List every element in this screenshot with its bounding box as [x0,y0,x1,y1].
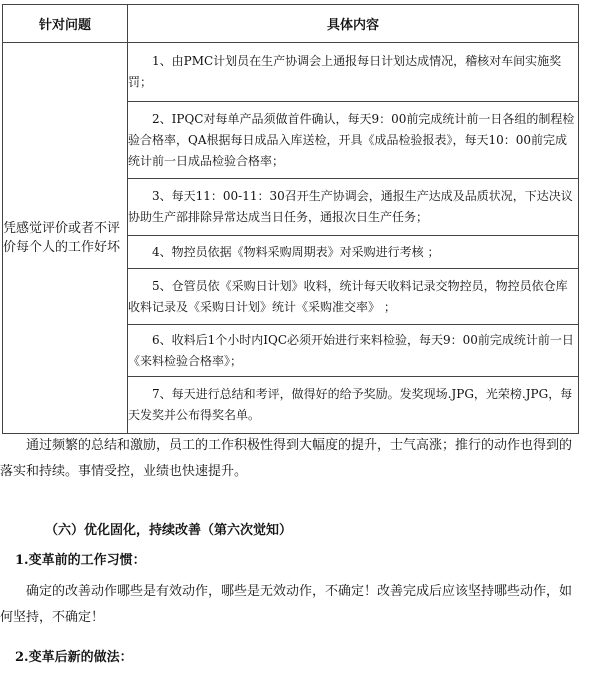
content-item-1: 1、由PMC计划员在生产协调会上通报每日计划达成情况，稽核对车间实施奖罚； [128,43,579,102]
header-content: 具体内容 [128,5,579,43]
habit-paragraph: 确定的改善动作哪些是有效动作，哪些是无效动作，不确定！改善完成后应该坚持哪些动作，如何坚持，不确定！ [0,584,573,625]
subheading-2: 2.变革后新的做法： [15,650,133,665]
issue-cell: 凭感觉评价或者不评价每个人的工作好坏 [3,43,128,434]
table-header-row [3,5,579,43]
improvement-table [2,4,579,434]
content-item-5: 5、仓管员依《采购日计划》收料，统计每天收料记录交物控员，物控员依仓库收料记录及《采购日计划》统计《采购准交率》 ； [128,269,579,325]
subheading-1: 1.变革前的工作习惯： [15,553,146,568]
summary-paragraph: 通过频繁的总结和激励，员工的工作积极性得到大幅度的提升，士气高涨；推行的动作也得到的落实和持续。事情受控，业绩也快速提升。 [0,438,573,479]
content-item-7: 7、每天进行总结和考评，做得好的给予奖励。发奖现场.JPG，光荣榜.JPG，每天发奖并公布得奖名单。 [128,377,579,434]
content-item-2: 2、IPQC对每单产品须做首件确认，每天9：00前完成统计前一日各组的制程检验合格率，QA根据每日成品入库送检，开具《成品检验报表》，每天10：00前完成统计前一日成品检验合格率； [128,102,579,179]
table-row [3,43,579,102]
section-6-title: （六）优化固化，持续改善（第六次觉知） [45,523,293,538]
content-item-6: 6、收料后1个小时内IQC必须开始进行来料检验，每天9：00前完成统计前一日《来料检验合格率》； [128,325,579,377]
content-item-4: 4、物控员依据《物料采购周期表》对采购进行考核 ； [128,236,579,269]
header-issue: 针对问题 [3,5,128,43]
content-item-3: 3、每天11：00-11：30召开生产协调会，通报生产达成及品质状况，下达决议协助生产部排除异常达成当日任务，通报次日生产任务； [128,179,579,236]
